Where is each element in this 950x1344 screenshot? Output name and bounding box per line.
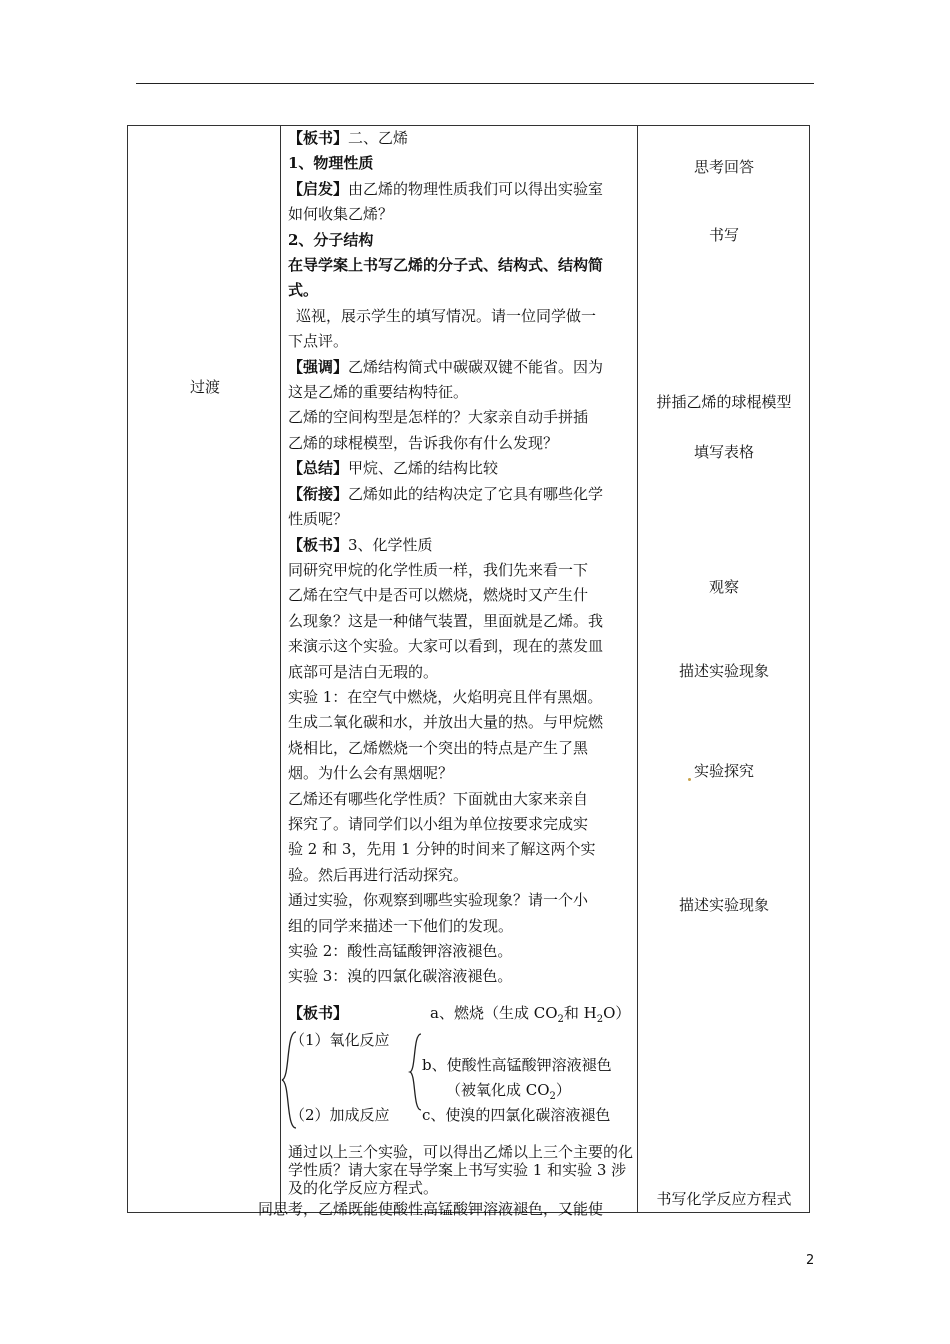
teacher-line — [288, 888, 630, 913]
scheme-label: 【板书】 — [288, 1004, 349, 1022]
line-text: 验 2 和 3，先用 1 分钟的时间来了解这两个实 — [288, 840, 596, 859]
board-scheme — [280, 1000, 640, 1130]
teacher-line — [288, 177, 630, 202]
line-label: 【总结】 — [288, 459, 349, 478]
student-activity-7: 实验探究 — [693, 762, 754, 780]
line-text: 甲烷、乙烯的结构比较 — [348, 459, 499, 478]
line-label: 【启发】 — [288, 179, 349, 198]
teacher-line — [288, 761, 630, 786]
scheme-item-c: c、使溴的四氯化碳溶液褪色 — [422, 1106, 611, 1124]
teacher-activity-column — [288, 126, 630, 990]
teacher-line — [288, 304, 630, 329]
line-text: 由乙烯的物理性质我们可以得出实验室 — [348, 179, 604, 198]
teacher-line — [288, 583, 630, 608]
outer-brace-icon — [280, 1030, 300, 1130]
teacher-line — [288, 456, 630, 481]
teacher-line — [288, 914, 630, 939]
line-text: 么现象？这是一种储气装置，里面就是乙烯。我 — [288, 611, 604, 630]
stage-label: 过渡 — [190, 378, 221, 396]
teacher-line — [288, 863, 630, 888]
line-label: 【板书】 — [288, 129, 349, 147]
teacher-line — [288, 660, 630, 685]
line-text: 乙烯还有哪些化学性质？下面就由大家来亲自 — [288, 789, 589, 808]
line-text: 组的同学来描述一下他们的发现。 — [288, 916, 514, 935]
teacher-line — [288, 355, 630, 380]
line-text: 下点评。 — [288, 332, 349, 351]
line-text: 实验 3：溴的四氯化碳溶液褪色。 — [288, 967, 513, 986]
scheme-item-a: a、燃烧（生成 $CO_2$和 $H_2O$） — [430, 1004, 631, 1025]
teacher-line — [288, 685, 630, 710]
line-text: 乙烯的球棍模型，告诉我你有什么发现？ — [288, 433, 559, 452]
line-text: 在导学案上书写乙烯的分子式、结构式、结构简 — [288, 256, 604, 275]
scheme-item-b: b、使酸性高锰酸钾溶液褪色 — [422, 1056, 612, 1074]
teacher-line — [288, 253, 630, 278]
summary-paragraph: 通过以上三个实验，可以得出乙烯以上三个主要的化学性质？请大家在导学案上书写实验 1 和实验 3 涉及的化学反应方程式。 — [288, 1143, 634, 1197]
teacher-line — [288, 482, 630, 507]
speck-mark — [688, 778, 691, 781]
teacher-line — [288, 787, 630, 812]
student-activity-6: 描述实验现象 — [678, 662, 769, 680]
line-text: 性质呢？ — [288, 510, 349, 529]
student-activity-5: 观察 — [708, 578, 739, 596]
line-text: 通过实验，你观察到哪些实验现象？请一个小 — [288, 891, 589, 910]
line-text: 烟。为什么会有黑烟呢？ — [288, 764, 454, 783]
page-number: 2 — [806, 1253, 815, 1268]
line-text: 乙烯结构简式中碳碳双键不能省。因为 — [348, 357, 604, 376]
header-rule — [136, 83, 814, 84]
teacher-line — [288, 329, 630, 354]
teacher-line — [288, 278, 630, 303]
line-label: 【衔接】 — [288, 484, 349, 503]
line-text: 乙烯在空气中是否可以燃烧，燃烧时又产生什 — [288, 586, 589, 605]
teacher-line — [288, 964, 630, 989]
teacher-line — [288, 405, 630, 430]
line-text: 式。 — [288, 281, 319, 300]
line-text: 1、物理性质 — [288, 154, 374, 173]
line-text: 3、化学性质 — [348, 535, 433, 554]
student-activity-8: 描述实验现象 — [678, 896, 769, 914]
teacher-line — [288, 634, 630, 659]
line-text: 这是乙烯的重要结构特征。 — [288, 383, 469, 402]
line-label: 【强调】 — [288, 357, 349, 376]
student-activity-2: 书写 — [708, 226, 739, 244]
line-text: 探究了。请同学们以小组为单位按要求完成实 — [288, 814, 589, 833]
line-text: 来演示这个实验。大家可以看到，现在的蒸发皿 — [288, 637, 604, 656]
scheme-item-b2: （被氧化成 $CO_2$） — [446, 1081, 571, 1102]
scheme-oxidation: （1）氧化反应 — [290, 1031, 390, 1049]
teacher-line — [288, 533, 630, 558]
line-text: 同研究甲烷的化学性质一样，我们先来看一下 — [288, 560, 589, 579]
teacher-line — [288, 380, 630, 405]
overflow-line: 同思考，乙烯既能使酸性高锰酸钾溶液褪色，又能使 — [258, 1200, 604, 1218]
teacher-line — [288, 228, 630, 253]
teacher-line — [288, 609, 630, 634]
student-activity-4: 填写表格 — [693, 443, 754, 461]
teacher-line — [288, 710, 630, 735]
teacher-line — [288, 558, 630, 583]
teacher-line — [288, 736, 630, 761]
teacher-line — [288, 939, 630, 964]
teacher-line — [288, 431, 630, 456]
inner-brace-icon — [408, 1032, 424, 1112]
teacher-line — [288, 151, 630, 176]
teacher-line — [288, 812, 630, 837]
line-text: 二、乙烯 — [348, 129, 409, 147]
line-text: 如何收集乙烯？ — [288, 205, 394, 224]
line-text: 烧相比，乙烯燃烧一个突出的特点是产生了黑 — [288, 738, 589, 757]
line-text: 乙烯的空间构型是怎样的？大家亲自动手拼插 — [288, 408, 589, 427]
student-activity-3: 拼插乙烯的球棍模型 — [656, 393, 792, 411]
student-activity-1: 思考回答 — [693, 158, 754, 176]
line-text: 2、分子结构 — [288, 230, 374, 249]
line-text: 实验 2：酸性高锰酸钾溶液褪色。 — [288, 942, 513, 960]
teacher-line — [288, 202, 630, 227]
student-activity-9: 书写化学反应方程式 — [656, 1190, 792, 1208]
teacher-line — [288, 507, 630, 532]
teacher-line — [288, 837, 630, 862]
line-text: 乙烯如此的结构决定了它具有哪些化学 — [348, 484, 604, 503]
scheme-addition: （2）加成反应 — [290, 1106, 390, 1124]
line-text: 生成二氧化碳和水，并放出大量的热。与甲烷燃 — [288, 713, 604, 732]
line-text: 底部可是洁白无瑕的。 — [288, 662, 439, 681]
line-text: 验。然后再进行活动探究。 — [288, 865, 469, 884]
teacher-line — [288, 126, 630, 151]
line-text: 巡视，展示学生的填写情况。请一位同学做一 — [296, 306, 597, 325]
line-text: 实验 1：在空气中燃烧，火焰明亮且伴有黑烟。 — [288, 687, 603, 706]
line-label: 【板书】 — [288, 535, 349, 554]
